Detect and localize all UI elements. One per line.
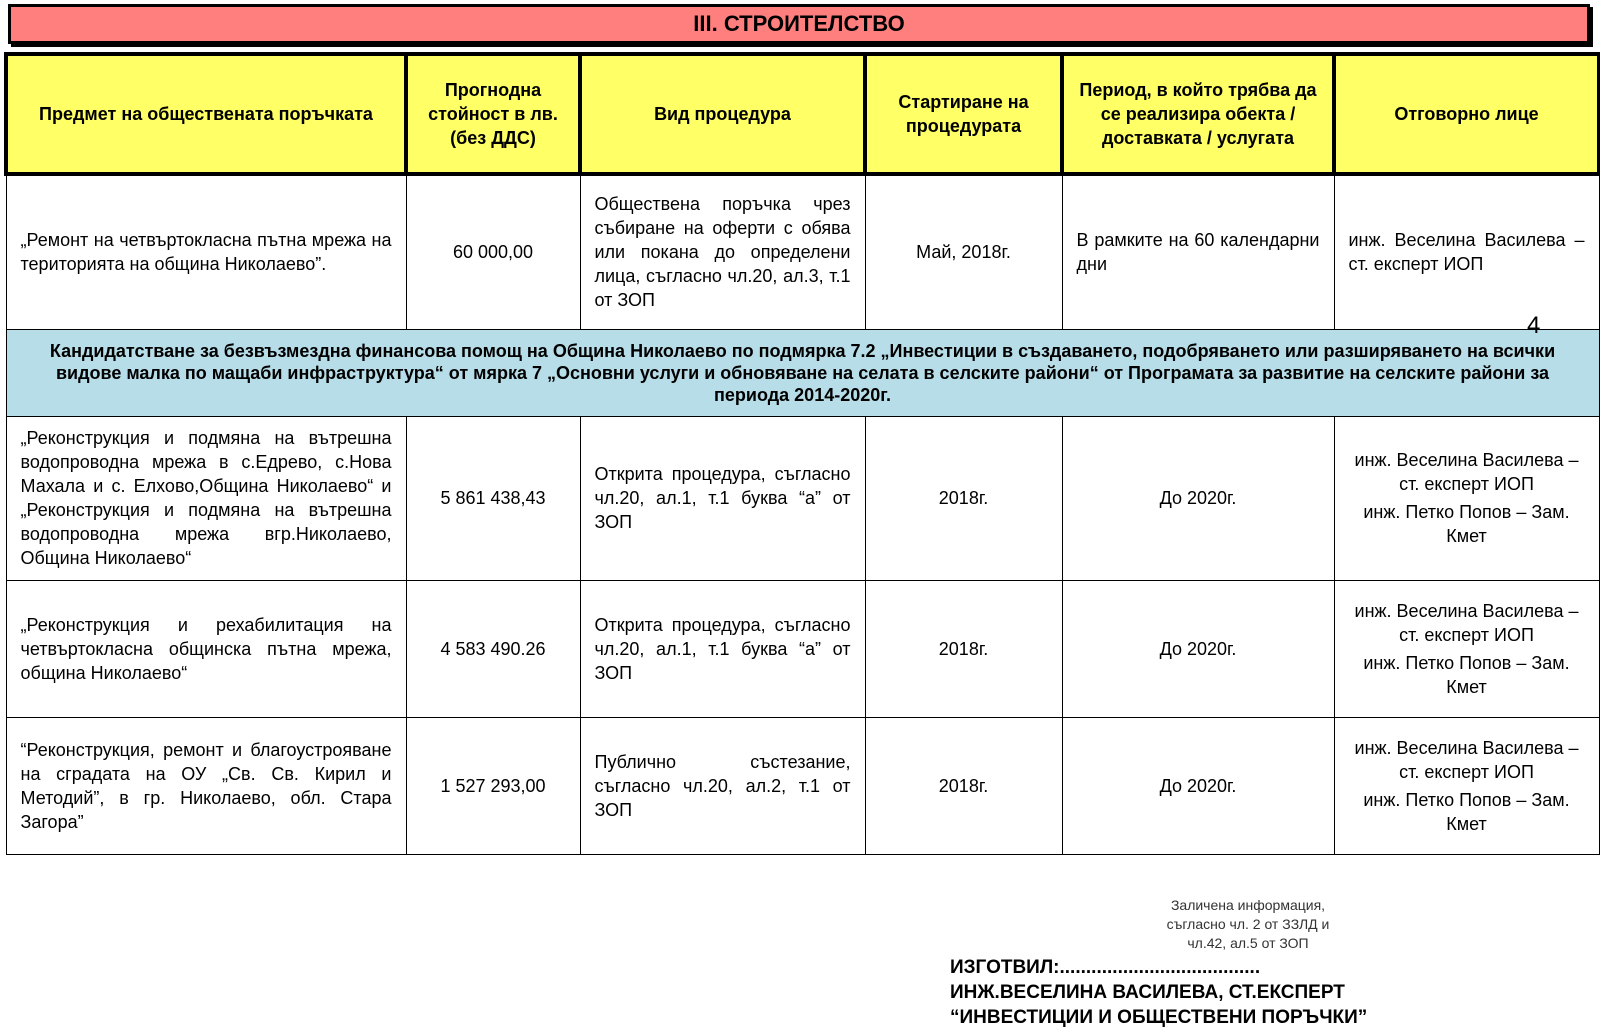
- procurement-table: [4, 52, 1600, 855]
- row-responsible: [1334, 580, 1599, 717]
- row-procedure: Обществена поръчка чрез събиране на оферти с обява или покана до определени лица, съгласно чл.20, ал.3, т.1 от ЗОП: [580, 174, 865, 329]
- preparer-name: ИНЖ.ВЕСЕЛИНА ВАСИЛЕВА, СТ.ЕКСПЕРТ: [950, 982, 1345, 1003]
- table-row: [6, 174, 1599, 329]
- subsection-row: [6, 329, 1599, 416]
- row-responsible: инж. Веселина Василева – ст. експерт ИОП: [1334, 174, 1599, 329]
- table-row: [6, 580, 1599, 717]
- section-title: III. СТРОИТЕЛСТВО: [8, 4, 1590, 44]
- prepared-by-block: [950, 955, 1367, 1030]
- redaction-line: Заличена информация,: [1170, 897, 1326, 913]
- responsible-person-1: инж. Веселина Василева – ст. експерт ИОП: [1354, 737, 1579, 782]
- header-subject: Предмет на обществената поръчката: [6, 54, 406, 174]
- row-subject: „Реконструкция и подмяна на вътрешна водопроводна мрежа в с.Едрево, с.Нова Махала и с. Елхово,Община Николаево“ и „Реконструкция и подмяна на вътрешна водопроводна мрежа вгр.Николаево, Община Николаево“: [6, 416, 406, 580]
- header-period: Период, в който трябва да се реализира обекта / доставката / услугата: [1062, 54, 1334, 174]
- redaction-line: чл.42, ал.5 от ЗОП: [1187, 935, 1309, 951]
- header-procedure: Вид процедура: [580, 54, 865, 174]
- row-start: 2018г.: [865, 416, 1062, 580]
- responsible-person-2: инж. Петко Попов – Зам. Кмет: [1363, 502, 1570, 546]
- row-value: 4 583 490.26: [406, 580, 580, 717]
- row-start: Май, 2018г.: [865, 174, 1062, 329]
- row-subject: “Реконструкция, ремонт и благоустрояване на сградата на ОУ „Св. Св. Кирил и Методий”, в гр. Николаево, обл. Стара Загора”: [6, 717, 406, 854]
- table-row: [6, 717, 1599, 854]
- row-responsible: [1334, 416, 1599, 580]
- subsection-title: Кандидатстване за безвъзмездна финансова помощ на Община Николаево по подмярка 7.2 „Инвестиции в създаването, подобряването или разширяването на всички видове малка по мащаби инфраструктура“ от мярка 7 „Основни услуги и обновяване на селата в селските райони“ от Програмата за развитие на селските райони за периода 2014-2020г.: [6, 329, 1599, 416]
- prepared-by-line: ИЗГОТВИЛ:......................................: [950, 957, 1261, 978]
- row-period: До 2020г.: [1062, 580, 1334, 717]
- row-period: До 2020г.: [1062, 717, 1334, 854]
- redaction-note: [1098, 896, 1398, 953]
- row-start: 2018г.: [865, 580, 1062, 717]
- table-header-row: [6, 54, 1599, 174]
- responsible-person-2: инж. Петко Попов – Зам. Кмет: [1363, 789, 1570, 834]
- responsible-person-2: инж. Петко Попов – Зам. Кмет: [1363, 652, 1570, 697]
- row-start: 2018г.: [865, 717, 1062, 854]
- header-value: Прогнодна стойност в лв. (без ДДС): [406, 54, 580, 174]
- table-row: [6, 416, 1599, 580]
- row-procedure: Открита процедура, съгласно чл.20, ал.1, т.1 буква “а” от ЗОП: [580, 416, 865, 580]
- preparer-department: “ИНВЕСТИЦИИ И ОБЩЕСТВЕНИ ПОРЪЧКИ”: [950, 1007, 1368, 1028]
- responsible-person-1: инж. Веселина Василева – ст. експерт ИОП: [1354, 450, 1579, 494]
- row-responsible: [1334, 717, 1599, 854]
- redaction-line: съгласно чл. 2 от ЗЗЛД и: [1166, 916, 1330, 932]
- page-number: 4: [1527, 312, 1541, 339]
- responsible-person-1: инж. Веселина Василева – ст. експерт ИОП: [1354, 600, 1579, 645]
- row-subject: „Реконструкция и рехабилитация на четвъртокласна общинска пътна мрежа, община Николаево“: [6, 580, 406, 717]
- row-subject: „Ремонт на четвъртокласна пътна мрежа на територията на община Николаево”.: [6, 174, 406, 329]
- header-responsible: Отговорно лице: [1334, 54, 1599, 174]
- row-value: 5 861 438,43: [406, 416, 580, 580]
- row-value: 1 527 293,00: [406, 717, 580, 854]
- row-value: 60 000,00: [406, 174, 580, 329]
- header-start: Стартиране на процедурата: [865, 54, 1062, 174]
- row-period: До 2020г.: [1062, 416, 1334, 580]
- row-procedure: Открита процедура, съгласно чл.20, ал.1, т.1 буква “а” от ЗОП: [580, 580, 865, 717]
- row-procedure: Публично състезание, съгласно чл.20, ал.2, т.1 от ЗОП: [580, 717, 865, 854]
- row-period: В рамките на 60 календарни дни: [1062, 174, 1334, 329]
